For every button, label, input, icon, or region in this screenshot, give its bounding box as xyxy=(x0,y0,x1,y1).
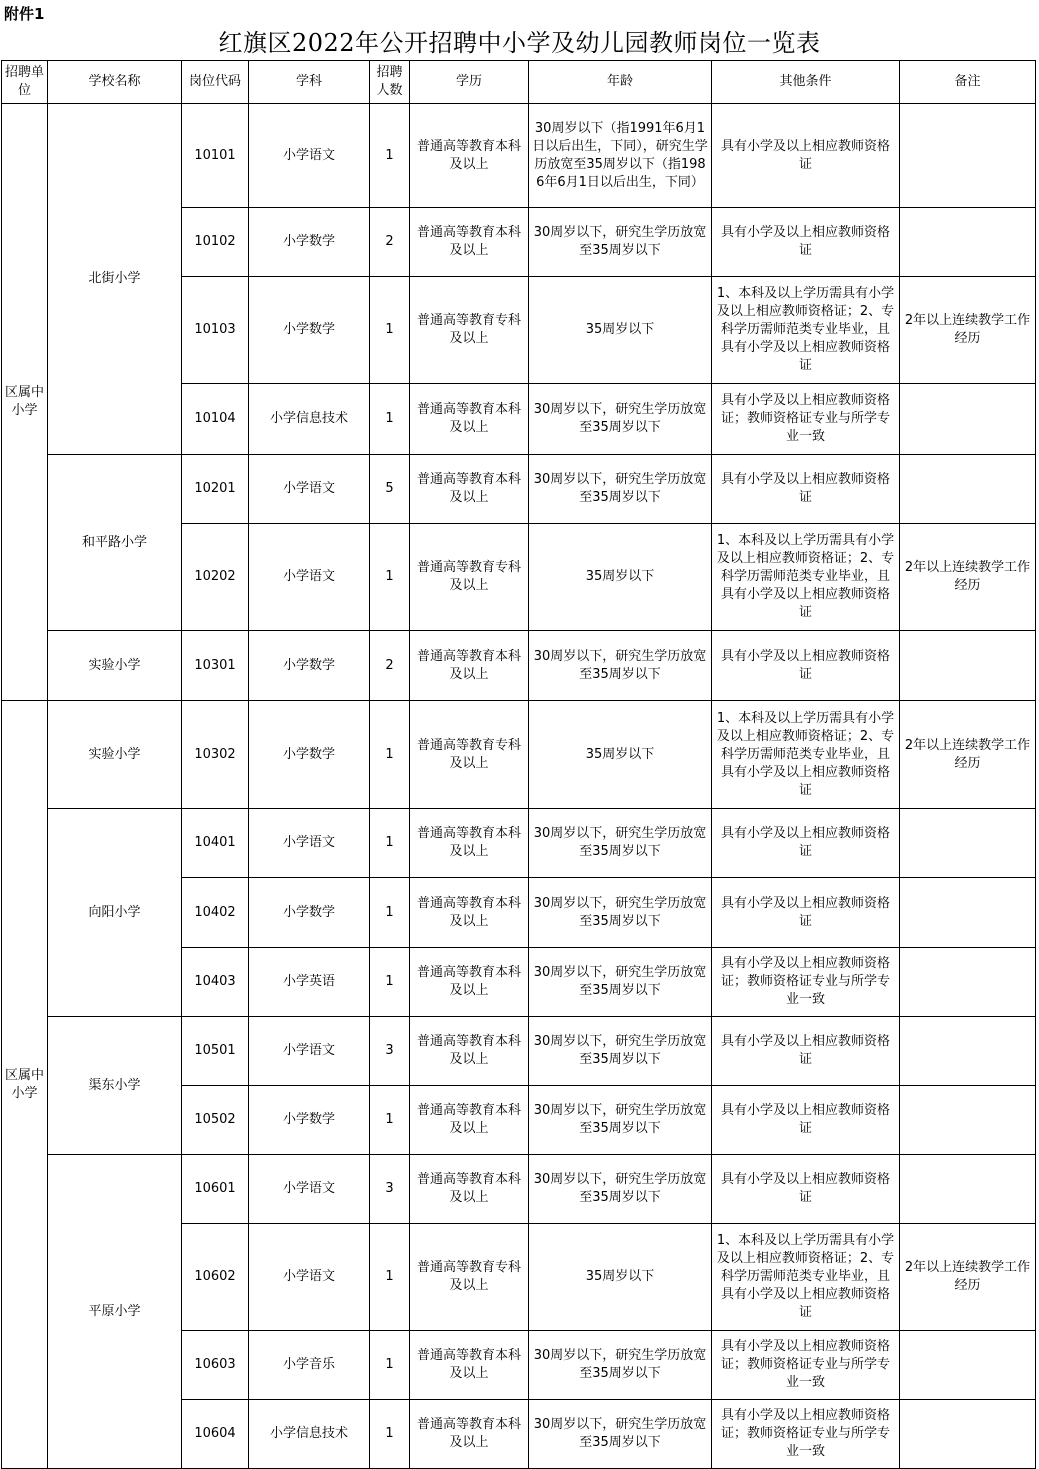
subject-cell: 小学数学 xyxy=(249,1086,370,1155)
notes-cell xyxy=(900,878,1036,948)
headcount-cell: 2 xyxy=(370,631,410,701)
other-conditions-cell: 具有小学及以上相应教师资格证 xyxy=(712,104,900,208)
headcount-cell: 1 xyxy=(370,104,410,208)
education-cell: 普通高等教育本科及以上 xyxy=(410,1017,529,1086)
age-cell: 30周岁以下，研究生学历放宽至35周岁以下 xyxy=(529,208,712,277)
table-row xyxy=(2,631,1036,701)
education-cell: 普通高等教育本科及以上 xyxy=(410,1400,529,1469)
position-code-cell: 10501 xyxy=(182,1017,249,1086)
subject-cell: 小学语文 xyxy=(249,1224,370,1331)
school-name-cell: 渠东小学 xyxy=(48,1017,182,1155)
headcount-cell: 1 xyxy=(370,948,410,1017)
subject-cell: 小学数学 xyxy=(249,631,370,701)
age-cell: 30周岁以下，研究生学历放宽至35周岁以下 xyxy=(529,1017,712,1086)
education-cell: 普通高等教育本科及以上 xyxy=(410,104,529,208)
table-row xyxy=(2,455,1036,524)
education-cell: 普通高等教育专科及以上 xyxy=(410,277,529,384)
age-cell: 30周岁以下，研究生学历放宽至35周岁以下 xyxy=(529,384,712,455)
headcount-cell: 5 xyxy=(370,455,410,524)
education-cell: 普通高等教育本科及以上 xyxy=(410,1155,529,1224)
position-code-cell: 10402 xyxy=(182,878,249,948)
other-conditions-cell: 具有小学及以上相应教师资格证 xyxy=(712,878,900,948)
subject-cell: 小学语文 xyxy=(249,455,370,524)
other-conditions-cell: 具有小学及以上相应教师资格证 xyxy=(712,455,900,524)
education-cell: 普通高等教育本科及以上 xyxy=(410,948,529,1017)
school-name-cell: 北街小学 xyxy=(48,104,182,455)
age-cell: 35周岁以下 xyxy=(529,701,712,809)
table-row xyxy=(2,701,1036,809)
header-count: 招聘人数 xyxy=(370,61,410,104)
other-conditions-cell: 1、本科及以上学历需具有小学及以上相应教师资格证；2、专科学历需师范类专业毕业，且具有小学及以上相应教师资格证 xyxy=(712,701,900,809)
subject-cell: 小学数学 xyxy=(249,701,370,809)
notes-cell: 2年以上连续教学工作经历 xyxy=(900,1224,1036,1331)
header-subject: 学科 xyxy=(249,61,370,104)
notes-cell xyxy=(900,1400,1036,1469)
age-cell: 30周岁以下，研究生学历放宽至35周岁以下 xyxy=(529,631,712,701)
document-title-wrap xyxy=(0,26,1039,60)
headcount-cell: 3 xyxy=(370,1155,410,1224)
position-code-cell: 10101 xyxy=(182,104,249,208)
notes-cell xyxy=(900,384,1036,455)
education-cell: 普通高等教育本科及以上 xyxy=(410,455,529,524)
notes-cell: 2年以上连续教学工作经历 xyxy=(900,277,1036,384)
age-cell: 30周岁以下，研究生学历放宽至35周岁以下 xyxy=(529,878,712,948)
age-cell: 35周岁以下 xyxy=(529,1224,712,1331)
position-code-cell: 10104 xyxy=(182,384,249,455)
other-conditions-cell: 具有小学及以上相应教师资格证；教师资格证专业与所学专业一致 xyxy=(712,384,900,455)
subject-cell: 小学语文 xyxy=(249,1155,370,1224)
notes-cell xyxy=(900,1155,1036,1224)
table-row xyxy=(2,809,1036,878)
education-cell: 普通高等教育专科及以上 xyxy=(410,1224,529,1331)
notes-cell xyxy=(900,455,1036,524)
other-conditions-cell: 具有小学及以上相应教师资格证 xyxy=(712,809,900,878)
position-code-cell: 10103 xyxy=(182,277,249,384)
school-name-cell: 实验小学 xyxy=(48,631,182,701)
attachment-label: 附件1 xyxy=(4,5,45,23)
other-conditions-cell: 具有小学及以上相应教师资格证；教师资格证专业与所学专业一致 xyxy=(712,1331,900,1400)
school-name-cell: 实验小学 xyxy=(48,701,182,809)
table-body xyxy=(2,104,1036,1469)
table-row xyxy=(2,104,1036,208)
header-age: 年龄 xyxy=(529,61,712,104)
notes-cell xyxy=(900,1017,1036,1086)
position-code-cell: 10301 xyxy=(182,631,249,701)
notes-cell xyxy=(900,1331,1036,1400)
subject-cell: 小学英语 xyxy=(249,948,370,1017)
education-cell: 普通高等教育本科及以上 xyxy=(410,631,529,701)
age-cell: 30周岁以下（指1991年6月1日以后出生，下同），研究生学历放宽至35周岁以下（指1986年6月1日以后出生，下同） xyxy=(529,104,712,208)
notes-cell xyxy=(900,208,1036,277)
other-conditions-cell: 1、本科及以上学历需具有小学及以上相应教师资格证；2、专科学历需师范类专业毕业，且具有小学及以上相应教师资格证 xyxy=(712,524,900,631)
subject-cell: 小学信息技术 xyxy=(249,384,370,455)
position-code-cell: 10602 xyxy=(182,1224,249,1331)
table-header-row xyxy=(2,61,1036,104)
age-cell: 30周岁以下，研究生学历放宽至35周岁以下 xyxy=(529,809,712,878)
position-code-cell: 10603 xyxy=(182,1331,249,1400)
education-cell: 普通高等教育本科及以上 xyxy=(410,809,529,878)
age-cell: 35周岁以下 xyxy=(529,524,712,631)
other-conditions-cell: 1、本科及以上学历需具有小学及以上相应教师资格证；2、专科学历需师范类专业毕业，且具有小学及以上相应教师资格证 xyxy=(712,277,900,384)
document-title: 红旗区2022年公开招聘中小学及幼儿园教师岗位一览表 xyxy=(218,29,821,57)
age-cell: 30周岁以下，研究生学历放宽至35周岁以下 xyxy=(529,455,712,524)
subject-cell: 小学语文 xyxy=(249,1017,370,1086)
subject-cell: 小学信息技术 xyxy=(249,1400,370,1469)
other-conditions-cell: 具有小学及以上相应教师资格证 xyxy=(712,631,900,701)
headcount-cell: 1 xyxy=(370,701,410,809)
notes-cell xyxy=(900,631,1036,701)
age-cell: 35周岁以下 xyxy=(529,277,712,384)
headcount-cell: 1 xyxy=(370,878,410,948)
other-conditions-cell: 具有小学及以上相应教师资格证 xyxy=(712,208,900,277)
notes-cell xyxy=(900,809,1036,878)
other-conditions-cell: 1、本科及以上学历需具有小学及以上相应教师资格证；2、专科学历需师范类专业毕业，且具有小学及以上相应教师资格证 xyxy=(712,1224,900,1331)
recruitment-table xyxy=(1,60,1036,1469)
recruiting-unit-cell: 区属中小学 xyxy=(2,701,48,1469)
notes-cell: 2年以上连续教学工作经历 xyxy=(900,524,1036,631)
headcount-cell: 1 xyxy=(370,1086,410,1155)
position-code-cell: 10401 xyxy=(182,809,249,878)
headcount-cell: 3 xyxy=(370,1017,410,1086)
other-conditions-cell: 具有小学及以上相应教师资格证 xyxy=(712,1017,900,1086)
position-code-cell: 10302 xyxy=(182,701,249,809)
education-cell: 普通高等教育专科及以上 xyxy=(410,701,529,809)
age-cell: 30周岁以下，研究生学历放宽至35周岁以下 xyxy=(529,1400,712,1469)
other-conditions-cell: 具有小学及以上相应教师资格证；教师资格证专业与所学专业一致 xyxy=(712,948,900,1017)
position-code-cell: 10502 xyxy=(182,1086,249,1155)
header-other-conditions: 其他条件 xyxy=(712,61,900,104)
other-conditions-cell: 具有小学及以上相应教师资格证 xyxy=(712,1086,900,1155)
notes-cell xyxy=(900,948,1036,1017)
notes-cell: 2年以上连续教学工作经历 xyxy=(900,701,1036,809)
position-code-cell: 10601 xyxy=(182,1155,249,1224)
age-cell: 30周岁以下，研究生学历放宽至35周岁以下 xyxy=(529,948,712,1017)
position-code-cell: 10604 xyxy=(182,1400,249,1469)
position-code-cell: 10201 xyxy=(182,455,249,524)
age-cell: 30周岁以下，研究生学历放宽至35周岁以下 xyxy=(529,1331,712,1400)
education-cell: 普通高等教育本科及以上 xyxy=(410,384,529,455)
school-name-cell: 平原小学 xyxy=(48,1155,182,1469)
subject-cell: 小学数学 xyxy=(249,208,370,277)
header-code: 岗位代码 xyxy=(182,61,249,104)
subject-cell: 小学语文 xyxy=(249,524,370,631)
education-cell: 普通高等教育专科及以上 xyxy=(410,524,529,631)
subject-cell: 小学语文 xyxy=(249,104,370,208)
headcount-cell: 1 xyxy=(370,1224,410,1331)
headcount-cell: 1 xyxy=(370,384,410,455)
table-row xyxy=(2,1155,1036,1224)
subject-cell: 小学音乐 xyxy=(249,1331,370,1400)
header-school: 学校名称 xyxy=(48,61,182,104)
position-code-cell: 10202 xyxy=(182,524,249,631)
header-unit: 招聘单位 xyxy=(2,61,48,104)
education-cell: 普通高等教育本科及以上 xyxy=(410,1331,529,1400)
headcount-cell: 1 xyxy=(370,809,410,878)
headcount-cell: 1 xyxy=(370,277,410,384)
header-education: 学历 xyxy=(410,61,529,104)
notes-cell xyxy=(900,1086,1036,1155)
headcount-cell: 2 xyxy=(370,208,410,277)
subject-cell: 小学数学 xyxy=(249,277,370,384)
headcount-cell: 1 xyxy=(370,1331,410,1400)
header-notes: 备注 xyxy=(900,61,1036,104)
headcount-cell: 1 xyxy=(370,524,410,631)
other-conditions-cell: 具有小学及以上相应教师资格证 xyxy=(712,1155,900,1224)
notes-cell xyxy=(900,104,1036,208)
other-conditions-cell: 具有小学及以上相应教师资格证；教师资格证专业与所学专业一致 xyxy=(712,1400,900,1469)
subject-cell: 小学数学 xyxy=(249,878,370,948)
headcount-cell: 1 xyxy=(370,1400,410,1469)
age-cell: 30周岁以下，研究生学历放宽至35周岁以下 xyxy=(529,1086,712,1155)
school-name-cell: 和平路小学 xyxy=(48,455,182,631)
education-cell: 普通高等教育本科及以上 xyxy=(410,1086,529,1155)
position-code-cell: 10102 xyxy=(182,208,249,277)
table-row xyxy=(2,1017,1036,1086)
subject-cell: 小学语文 xyxy=(249,809,370,878)
school-name-cell: 向阳小学 xyxy=(48,809,182,1017)
age-cell: 30周岁以下，研究生学历放宽至35周岁以下 xyxy=(529,1155,712,1224)
position-code-cell: 10403 xyxy=(182,948,249,1017)
education-cell: 普通高等教育本科及以上 xyxy=(410,878,529,948)
recruiting-unit-cell: 区属中小学 xyxy=(2,104,48,701)
education-cell: 普通高等教育本科及以上 xyxy=(410,208,529,277)
